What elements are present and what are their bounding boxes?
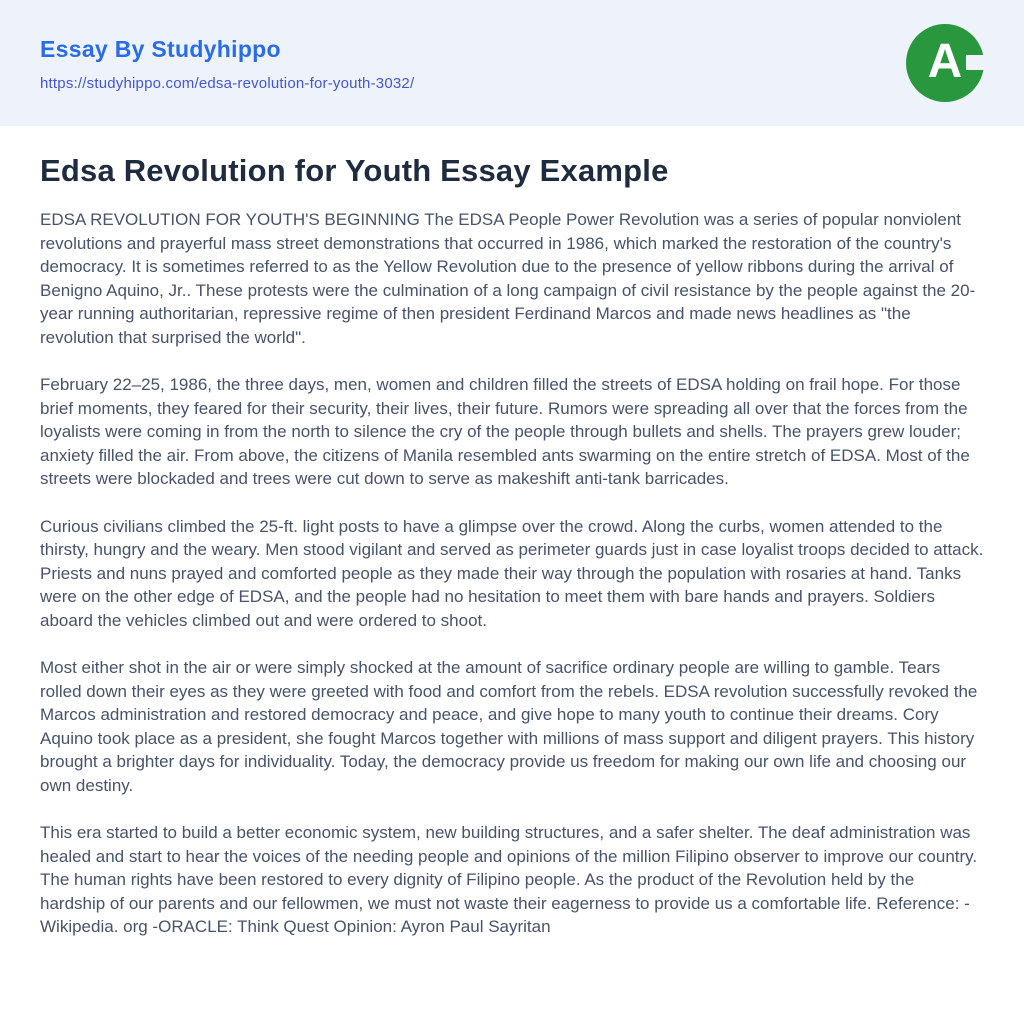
- site-title: Essay By Studyhippo: [40, 36, 281, 62]
- logo-letter: A: [927, 35, 963, 88]
- essay-paragraph-4: Most either shot in the air or were simply shocked at the amount of sacrifice ordinary people are willing to gamble. Tears rolled down their eyes as they were greeted with food and comfort from the rebels. EDSA revolution successfully revoked the Marcos administration and restored democracy and peace, and give hope to many youth to continue their dreams. Cory Aquino took place as a president, she fought Marcos together with millions of mass support and diligent prayers. This history brought a brighter days for individuality. Today, the democracy provide us freedom for making our own life and choosing our own destiny.: [40, 658, 978, 795]
- essay-content: [0, 126, 1024, 939]
- page-header: [0, 0, 1024, 126]
- studyhippo-logo: [906, 24, 984, 102]
- essay-paragraph-3: Curious civilians climbed the 25-ft. light posts to have a glimpse over the crowd. Along the curbs, women attended to the thirsty, hungry and the weary. Men stood vigilant and served as perimeter guards just in case loyalist troops decided to attack. Priests and nuns prayed and comforted people as they made their way through the population with rosaries at hand. Tanks were on the other edge of EDSA, and the people had no hesitation to meet them with bare hands and prayers. Soldiers aboard the vehicles climbed out and were ordered to shoot.: [40, 516, 984, 630]
- source-url-link[interactable]: https://studyhippo.com/edsa-revolution-for-youth-3032/: [40, 75, 415, 92]
- logo-ring-gap-icon: [966, 55, 988, 70]
- header-text-block: [40, 34, 414, 92]
- essay-title: Edsa Revolution for Youth Essay Example: [40, 153, 669, 188]
- essay-paragraph-5: This era started to build a better economic system, new building structures, and a safer shelter. The deaf administration was healed and start to hear the voices of the needing people and opinions of the million Filipino observer to improve our country. The human rights have been restored to every dignity of Filipino people. As the product of the Revolution held by the hardship of our parents and our fellowmen, we must not waste their eagerness to provide us a comfortable life. Reference: -Wikipedia. org -ORACLE: Think Quest Opinion: Ayron Paul Sayritan: [40, 823, 978, 936]
- essay-paragraph-2: February 22–25, 1986, the three days, men, women and children filled the streets of EDSA holding on frail hope. For those brief moments, they feared for their security, their lives, their future. Rumors were spreading all over that the forces from the loyalists were coming in from the north to silence the cry of the people through bullets and shells. The prayers grew louder; anxiety filled the air. From above, the citizens of Manila resembled ants swarming on the entire stretch of EDSA. Most of the streets were blockaded and trees were cut down to serve as makeshift anti-tank barricades.: [40, 375, 970, 488]
- essay-paragraph-1: EDSA REVOLUTION FOR YOUTH'S BEGINNING The EDSA People Power Revolution was a series of popular nonviolent revolutions and prayerful mass street demonstrations that occurred in 1986, which marked the restoration of the country's democracy. It is sometimes referred to as the Yellow Revolution due to the presence of yellow ribbons during the arrival of Benigno Aquino, Jr.. These protests were the culmination of a long campaign of civil resistance by the people against the 20-year running authoritarian, repressive regime of then president Ferdinand Marcos and made news headlines as "the revolution that surprised the world".: [40, 210, 976, 347]
